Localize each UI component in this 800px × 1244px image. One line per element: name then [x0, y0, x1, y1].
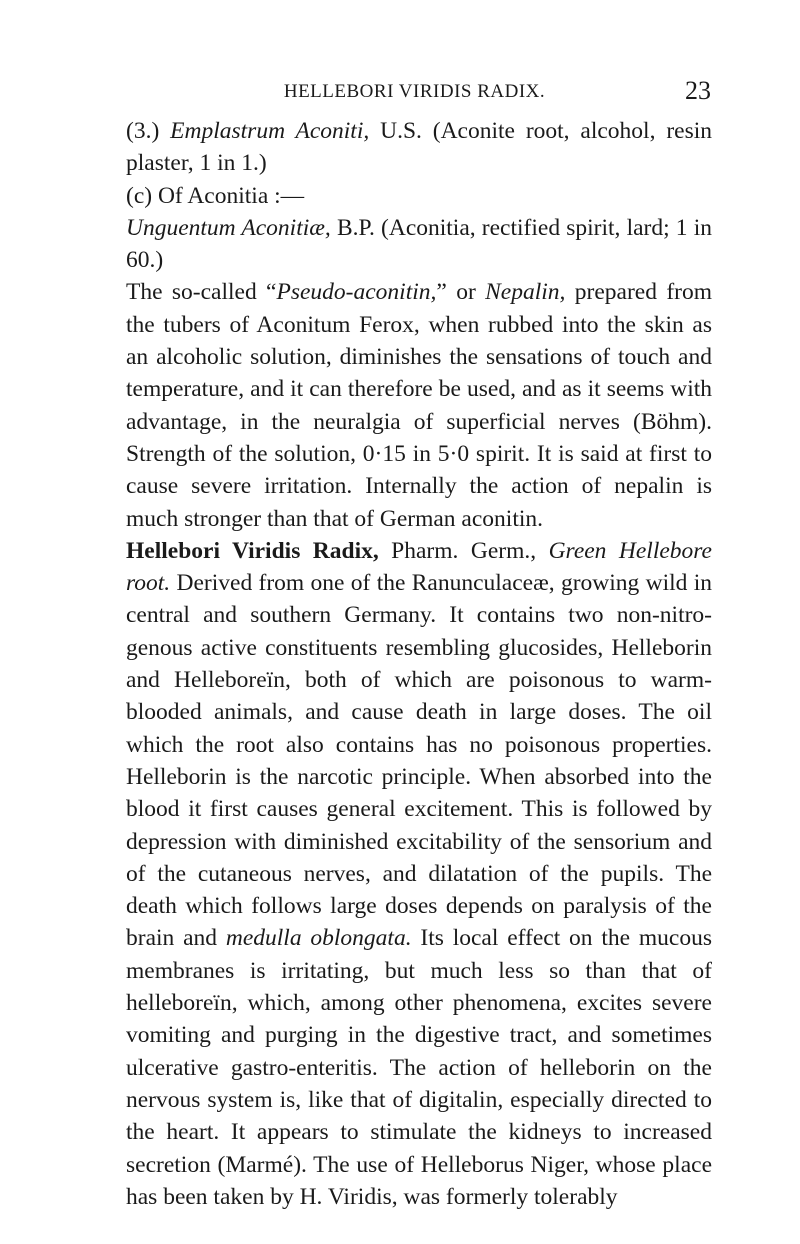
paragraph-text: Pharm. Germ., [378, 537, 549, 564]
paragraph-text: B.P. (Aconitia, rectified spirit, lard; 1 in 60.) [126, 214, 712, 274]
running-title: HELLEBORI VIRIDIS RADIX. [283, 81, 546, 102]
paragraph-of-aconitia [126, 180, 712, 212]
anatomical-term: medulla oblongata. [225, 925, 412, 952]
common-name: Green Hellebore root. [126, 537, 712, 597]
running-head [118, 76, 711, 109]
substance-name: Pseudo-aconitin, [276, 279, 437, 306]
body-text [126, 115, 712, 1213]
paragraph-emplastrum-aconiti [126, 115, 712, 180]
paragraph-text: U.S. (Aconite root, alcohol, resin plaster, 1 in 1.) [126, 118, 713, 177]
paragraph-unguentum-aconitiae [126, 212, 712, 277]
paragraph-lead: The so-called “ [126, 279, 277, 306]
preparation-name: Unguentum Aconitiæ, [126, 214, 331, 241]
substance-name: Nepalin, [485, 279, 566, 306]
paragraph-text: prepared from the tubers of Aconitum Ferox, when rubbed into the skin as an alcoholic solution, diminishes the sensations of touch and temperature, and it can therefore be used, and as it seems with advantage, in the neuralgia of superficial nerves (Böhm). Strength of the solution, 0·15 in 5·0 spirit. It is said at first to cause severe irritation. Internally the action of nepalin is much stronger than that of German aconitin. [126, 279, 712, 532]
paragraph-text: ” or [436, 279, 486, 306]
paragraph-text: (c) Of Aconitia :— [126, 182, 305, 209]
entry-heading: Hellebori Viridis Radix, [126, 537, 379, 564]
paragraph-hellebori-viridis [126, 535, 712, 1213]
paragraph-pseudo-aconitin [126, 276, 712, 534]
paragraph-text: Its local effect on the mucous membranes is irritating, but much less so than that of helleboreïn, which, among other phenomena, excites severe vomiting and purging in the digestive tract, and sometimes ulcerative gastro-enteritis. The action of helleborin on the nervous system is, like that of digitalin, especially directed to the heart. It appears to stimulate the kidneys to increased secretion (Marmé). The use of Helleborus Niger, whose place has been taken by H. Viridis, was formerly tolerably [126, 925, 713, 1210]
page-number: 23 [685, 76, 711, 105]
item-number: (3.) [126, 118, 171, 144]
paragraph-text: Derived from one of the Ranunculaceæ, growing wild in central and southern Germany. It contains two non-nitrogenous active constituents resembling glucosides, Helleborin and Helleboreïn, both of which are poisonous to warm-blooded animals, and cause death in large doses. The oil which the root also contains has no poisonous properties. Helleborin is the narcotic principle. When absorbed into the blood it first causes general excitement. This is followed by depression with diminished excitability of the sensorium and of the cutaneous nerves, and dilatation of the pupils. The death which follows large doses depends on paralysis of the brain and [126, 570, 712, 952]
preparation-name: Emplastrum Aconiti, [170, 118, 370, 144]
